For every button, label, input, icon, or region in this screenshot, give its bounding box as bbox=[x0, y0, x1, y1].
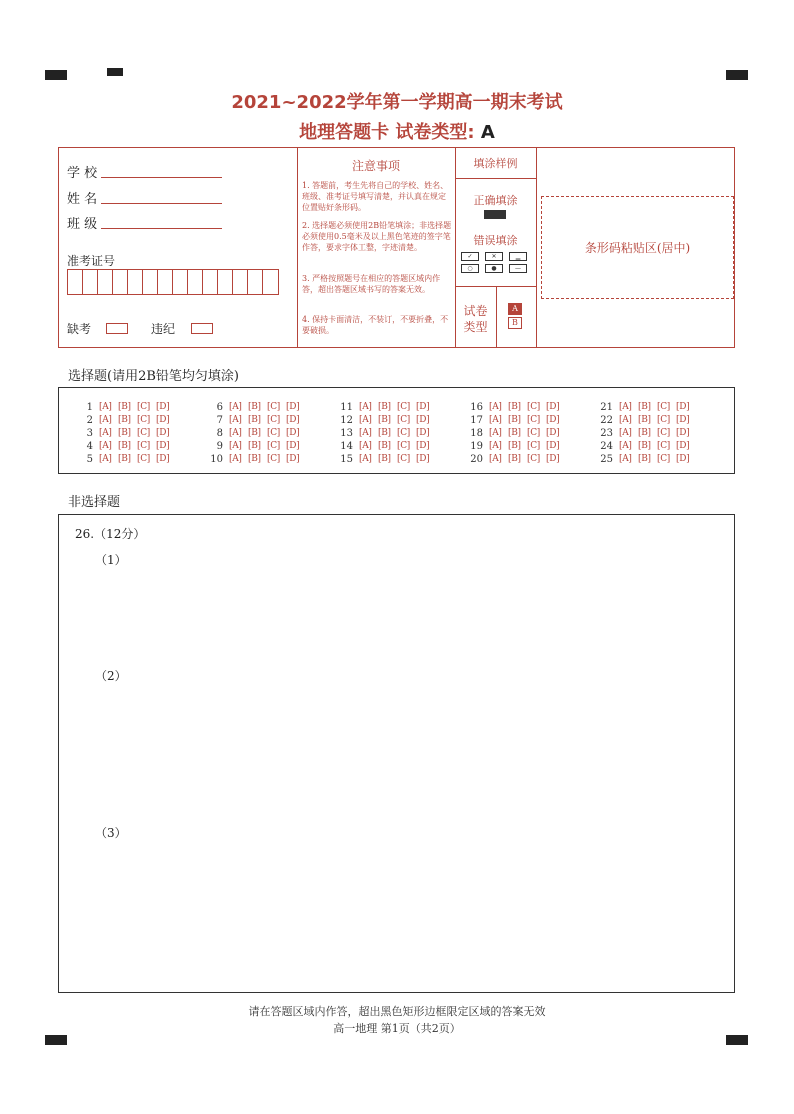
answer-bubble-c[interactable]: [C] bbox=[657, 428, 671, 438]
answer-bubble-b[interactable]: [B] bbox=[508, 402, 521, 412]
answer-bubble-c[interactable]: [C] bbox=[657, 441, 671, 451]
fill-sample-section bbox=[455, 148, 536, 286]
answer-bubble-d[interactable]: [D] bbox=[156, 454, 170, 464]
question-number: 5 bbox=[86, 453, 93, 465]
answer-bubble-a[interactable]: [A] bbox=[619, 454, 632, 464]
school-field[interactable] bbox=[101, 177, 222, 178]
part-2-label: （2） bbox=[95, 669, 127, 683]
answer-bubble-a[interactable]: [A] bbox=[99, 415, 112, 425]
question-number: 10 bbox=[210, 453, 223, 465]
answer-bubble-b[interactable]: [B] bbox=[118, 415, 131, 425]
notice-item: 2. 选择题必须使用2B铅笔填涂；非选择题必须使用0.5毫米及以上黑色笔迹的签字笔作答，要求字体工整，字迹清楚。 bbox=[302, 221, 452, 252]
answer-bubble-a[interactable]: [A] bbox=[489, 415, 502, 425]
barcode-label: 条形码粘贴区(居中) bbox=[584, 241, 691, 255]
choice-question-row bbox=[595, 414, 695, 426]
answer-bubble-c[interactable]: [C] bbox=[267, 428, 281, 438]
answer-bubble-d[interactable]: [D] bbox=[546, 441, 560, 451]
answer-bubble-d[interactable]: [D] bbox=[546, 428, 560, 438]
answer-bubble-a[interactable]: [A] bbox=[229, 402, 242, 412]
answer-bubble-b[interactable]: [B] bbox=[508, 415, 521, 425]
answer-bubble-b[interactable]: [B] bbox=[378, 415, 391, 425]
choice-question-row bbox=[465, 414, 565, 426]
answer-bubble-b[interactable]: [B] bbox=[378, 441, 391, 451]
answer-bubble-d[interactable]: [D] bbox=[286, 428, 300, 438]
answer-bubble-a[interactable]: [A] bbox=[229, 415, 242, 425]
fill-sample-header: 填涂样例 bbox=[473, 157, 518, 170]
header-panel bbox=[58, 147, 735, 348]
question-number: 13 bbox=[340, 427, 353, 439]
notice-item: 3. 严格按照题号在相应的答题区域内作答，超出答题区域书写的答案无效。 bbox=[302, 274, 441, 294]
school-label: 学 校 bbox=[67, 166, 98, 181]
answer-bubble-d[interactable]: [D] bbox=[676, 428, 690, 438]
question-number: 7 bbox=[216, 414, 223, 426]
wrong-fill-label: 错误填涂 bbox=[473, 234, 518, 247]
answer-bubble-c[interactable]: [C] bbox=[527, 402, 541, 412]
card-title-prefix: 地理答题卡 试卷类型: bbox=[299, 122, 481, 143]
answer-bubble-a[interactable]: [A] bbox=[619, 402, 632, 412]
answer-bubble-b[interactable]: [B] bbox=[638, 441, 651, 451]
answer-bubble-d[interactable]: [D] bbox=[156, 402, 170, 412]
answer-bubble-c[interactable]: [C] bbox=[397, 402, 411, 412]
question-number: 6 bbox=[216, 401, 223, 413]
choice-section-title: 选择题(请用2B铅笔均匀填涂) bbox=[68, 369, 239, 384]
paper-type-option-a[interactable]: A bbox=[508, 303, 522, 315]
correct-fill-sample bbox=[484, 210, 506, 219]
wrong-fill-line-icon: — bbox=[509, 264, 527, 273]
choice-question-row bbox=[335, 427, 435, 439]
choice-question-row bbox=[465, 401, 565, 413]
answer-bubble-b[interactable]: [B] bbox=[118, 441, 131, 451]
question-number: 1 bbox=[86, 401, 93, 413]
answer-bubble-b[interactable]: [B] bbox=[378, 454, 391, 464]
answer-bubble-a[interactable]: [A] bbox=[99, 441, 112, 451]
answer-bubble-b[interactable]: [B] bbox=[248, 402, 261, 412]
answer-bubble-b[interactable]: [B] bbox=[118, 428, 131, 438]
choice-question-row bbox=[75, 440, 175, 452]
answer-bubble-c[interactable]: [C] bbox=[397, 441, 411, 451]
answer-bubble-b[interactable]: [B] bbox=[378, 402, 391, 412]
choice-question-row bbox=[465, 427, 565, 439]
choice-question-row bbox=[465, 440, 565, 452]
answer-bubble-a[interactable]: [A] bbox=[489, 454, 502, 464]
question-number: 25 bbox=[600, 453, 613, 465]
choice-question-row bbox=[75, 414, 175, 426]
alignment-mark-bottom-left bbox=[45, 1035, 67, 1045]
answer-bubble-c[interactable]: [C] bbox=[397, 415, 411, 425]
answer-bubble-a[interactable]: [A] bbox=[99, 454, 112, 464]
exam-number-grid[interactable] bbox=[67, 269, 279, 295]
alignment-mark-top-left bbox=[45, 70, 67, 80]
alignment-mark-top-second bbox=[107, 68, 123, 76]
question-number: 20 bbox=[470, 453, 483, 465]
question-number: 22 bbox=[600, 414, 613, 426]
answer-bubble-c[interactable]: [C] bbox=[657, 402, 671, 412]
answer-bubble-d[interactable]: [D] bbox=[286, 441, 300, 451]
paper-type-option-b[interactable]: B bbox=[508, 317, 522, 329]
answer-bubble-a[interactable]: [A] bbox=[619, 441, 632, 451]
answer-bubble-a[interactable]: [A] bbox=[359, 428, 372, 438]
answer-bubble-c[interactable]: [C] bbox=[137, 441, 151, 451]
answer-bubble-c[interactable]: [C] bbox=[527, 454, 541, 464]
answer-bubble-d[interactable]: [D] bbox=[416, 454, 430, 464]
answer-bubble-b[interactable]: [B] bbox=[638, 415, 651, 425]
class-field[interactable] bbox=[101, 228, 222, 229]
nonchoice-section-title: 非选择题 bbox=[68, 495, 121, 510]
question-number: 3 bbox=[86, 427, 93, 439]
choice-question-row bbox=[465, 453, 565, 465]
question-number: 4 bbox=[86, 440, 93, 452]
answer-bubble-c[interactable]: [C] bbox=[657, 454, 671, 464]
wrong-fill-circle-icon: ○ bbox=[461, 264, 479, 273]
question-number: 17 bbox=[470, 414, 483, 426]
answer-bubble-a[interactable]: [A] bbox=[99, 428, 112, 438]
answer-bubble-b[interactable]: [B] bbox=[248, 454, 261, 464]
answer-bubble-d[interactable]: [D] bbox=[156, 428, 170, 438]
answer-bubble-c[interactable]: [C] bbox=[137, 428, 151, 438]
part-3-label: （3） bbox=[95, 826, 127, 840]
question-number: 2 bbox=[86, 414, 93, 426]
answer-bubble-a[interactable]: [A] bbox=[99, 402, 112, 412]
choice-question-row bbox=[75, 453, 175, 465]
violation-checkbox[interactable] bbox=[191, 323, 213, 334]
notice-section bbox=[297, 148, 455, 347]
answer-bubble-d[interactable]: [D] bbox=[416, 415, 430, 425]
answer-bubble-d[interactable]: [D] bbox=[546, 402, 560, 412]
choice-question-row bbox=[595, 401, 695, 413]
choice-question-row bbox=[595, 440, 695, 452]
answer-bubble-d[interactable]: [D] bbox=[676, 415, 690, 425]
nonchoice-answer-area[interactable] bbox=[58, 514, 735, 993]
answer-bubble-d[interactable]: [D] bbox=[416, 428, 430, 438]
question-number: 21 bbox=[600, 401, 613, 413]
question-number: 18 bbox=[470, 427, 483, 439]
correct-fill-label: 正确填涂 bbox=[473, 194, 518, 207]
paper-type-section bbox=[455, 286, 536, 347]
answer-bubble-a[interactable]: [A] bbox=[229, 441, 242, 451]
answer-bubble-a[interactable]: [A] bbox=[619, 428, 632, 438]
question-number: 8 bbox=[216, 427, 223, 439]
class-label: 班 级 bbox=[67, 217, 98, 232]
question-number: 11 bbox=[340, 401, 353, 413]
answer-bubble-a[interactable]: [A] bbox=[489, 428, 502, 438]
answer-bubble-c[interactable]: [C] bbox=[267, 415, 281, 425]
question-number: 19 bbox=[470, 440, 483, 452]
paper-type-label-1: 试卷 bbox=[463, 304, 488, 318]
answer-bubble-d[interactable]: [D] bbox=[676, 454, 690, 464]
answer-bubble-b[interactable]: [B] bbox=[248, 428, 261, 438]
answer-bubble-d[interactable]: [D] bbox=[546, 415, 560, 425]
answer-bubble-a[interactable]: [A] bbox=[489, 402, 502, 412]
question-number: 9 bbox=[216, 440, 223, 452]
choice-question-row bbox=[335, 453, 435, 465]
notice-item: 1. 答题前，考生先将自己的学校、姓名、班级、准考证号填写清楚，并认真在规定位置贴好条形码。 bbox=[302, 181, 449, 212]
choice-section bbox=[58, 387, 735, 474]
alignment-mark-bottom-right bbox=[726, 1035, 748, 1045]
answer-bubble-b[interactable]: [B] bbox=[508, 441, 521, 451]
answer-bubble-d[interactable]: [D] bbox=[676, 402, 690, 412]
choice-question-row bbox=[205, 453, 305, 465]
question-number: 23 bbox=[600, 427, 613, 439]
answer-bubble-c[interactable]: [C] bbox=[397, 454, 411, 464]
absent-label: 缺考 bbox=[67, 322, 92, 336]
question-26-label: 26.（12分） bbox=[75, 527, 146, 541]
answer-bubble-c[interactable]: [C] bbox=[527, 441, 541, 451]
choice-question-row bbox=[205, 401, 305, 413]
choice-question-row bbox=[335, 440, 435, 452]
answer-bubble-a[interactable]: [A] bbox=[359, 454, 372, 464]
choice-question-row bbox=[205, 427, 305, 439]
wrong-fill-dot-icon: ● bbox=[485, 264, 503, 273]
answer-bubble-c[interactable]: [C] bbox=[267, 454, 281, 464]
answer-bubble-c[interactable]: [C] bbox=[657, 415, 671, 425]
exam-number-label: 准考证号 bbox=[67, 254, 116, 268]
answer-bubble-a[interactable]: [A] bbox=[359, 415, 372, 425]
answer-bubble-d[interactable]: [D] bbox=[676, 441, 690, 451]
answer-bubble-b[interactable]: [B] bbox=[248, 415, 261, 425]
answer-bubble-a[interactable]: [A] bbox=[489, 441, 502, 451]
wrong-fill-check-icon: ✓ bbox=[461, 252, 479, 261]
answer-bubble-d[interactable]: [D] bbox=[156, 441, 170, 451]
choice-question-row bbox=[205, 414, 305, 426]
answer-bubble-c[interactable]: [C] bbox=[267, 402, 281, 412]
part-1-label: （1） bbox=[95, 553, 127, 567]
choice-question-row bbox=[75, 401, 175, 413]
answer-bubble-d[interactable]: [D] bbox=[286, 454, 300, 464]
answer-bubble-c[interactable]: [C] bbox=[397, 428, 411, 438]
footer-warning: 请在答题区域内作答，超出黑色矩形边框限定区域的答案无效 bbox=[248, 1005, 546, 1018]
answer-bubble-c[interactable]: [C] bbox=[137, 454, 151, 464]
answer-bubble-c[interactable]: [C] bbox=[527, 428, 541, 438]
exam-title: 2021~2022学年第一学期高一期末考试 bbox=[231, 92, 563, 113]
answer-bubble-b[interactable]: [B] bbox=[118, 402, 131, 412]
answer-bubble-c[interactable]: [C] bbox=[137, 415, 151, 425]
paper-type-label-2: 类型 bbox=[463, 320, 488, 334]
card-title bbox=[0, 118, 794, 144]
answer-bubble-d[interactable]: [D] bbox=[286, 402, 300, 412]
answer-bubble-b[interactable]: [B] bbox=[508, 454, 521, 464]
barcode-area bbox=[541, 196, 734, 299]
absent-checkbox[interactable] bbox=[106, 323, 128, 334]
card-title-type: A bbox=[480, 122, 495, 143]
answer-bubble-b[interactable]: [B] bbox=[508, 428, 521, 438]
notice-item: 4. 保持卡面清洁，不装订，不要折叠，不要破损。 bbox=[302, 315, 449, 335]
footer-page-info: 高一地理 第1页（共2页） bbox=[333, 1022, 461, 1035]
wrong-fill-cross-icon: ✕ bbox=[485, 252, 503, 261]
answer-bubble-d[interactable]: [D] bbox=[546, 454, 560, 464]
alignment-mark-top-right bbox=[726, 70, 748, 80]
question-number: 12 bbox=[340, 414, 353, 426]
answer-bubble-c[interactable]: [C] bbox=[267, 441, 281, 451]
name-field[interactable] bbox=[101, 203, 222, 204]
choice-question-row bbox=[75, 427, 175, 439]
question-number: 16 bbox=[470, 401, 483, 413]
answer-bubble-d[interactable]: [D] bbox=[286, 415, 300, 425]
question-number: 15 bbox=[340, 453, 353, 465]
choice-question-row bbox=[595, 453, 695, 465]
answer-bubble-d[interactable]: [D] bbox=[416, 441, 430, 451]
name-label: 姓 名 bbox=[67, 192, 98, 207]
answer-bubble-d[interactable]: [D] bbox=[416, 402, 430, 412]
choice-question-row bbox=[205, 440, 305, 452]
answer-bubble-b[interactable]: [B] bbox=[248, 441, 261, 451]
answer-bubble-b[interactable]: [B] bbox=[638, 428, 651, 438]
answer-bubble-b[interactable]: [B] bbox=[638, 454, 651, 464]
answer-bubble-b[interactable]: [B] bbox=[118, 454, 131, 464]
notice-title: 注意事项 bbox=[351, 159, 400, 173]
answer-bubble-c[interactable]: [C] bbox=[527, 415, 541, 425]
answer-bubble-d[interactable]: [D] bbox=[156, 415, 170, 425]
choice-question-row bbox=[335, 414, 435, 426]
choice-question-row bbox=[335, 401, 435, 413]
answer-bubble-a[interactable]: [A] bbox=[359, 402, 372, 412]
violation-label: 违纪 bbox=[151, 322, 176, 336]
question-number: 24 bbox=[600, 440, 613, 452]
answer-bubble-a[interactable]: [A] bbox=[619, 415, 632, 425]
answer-bubble-c[interactable]: [C] bbox=[137, 402, 151, 412]
wrong-fill-partial-icon: ▁ bbox=[509, 252, 527, 261]
answer-bubble-b[interactable]: [B] bbox=[378, 428, 391, 438]
choice-question-row bbox=[595, 427, 695, 439]
answer-bubble-b[interactable]: [B] bbox=[638, 402, 651, 412]
question-number: 14 bbox=[340, 440, 353, 452]
answer-bubble-a[interactable]: [A] bbox=[359, 441, 372, 451]
answer-bubble-a[interactable]: [A] bbox=[229, 454, 242, 464]
answer-bubble-a[interactable]: [A] bbox=[229, 428, 242, 438]
